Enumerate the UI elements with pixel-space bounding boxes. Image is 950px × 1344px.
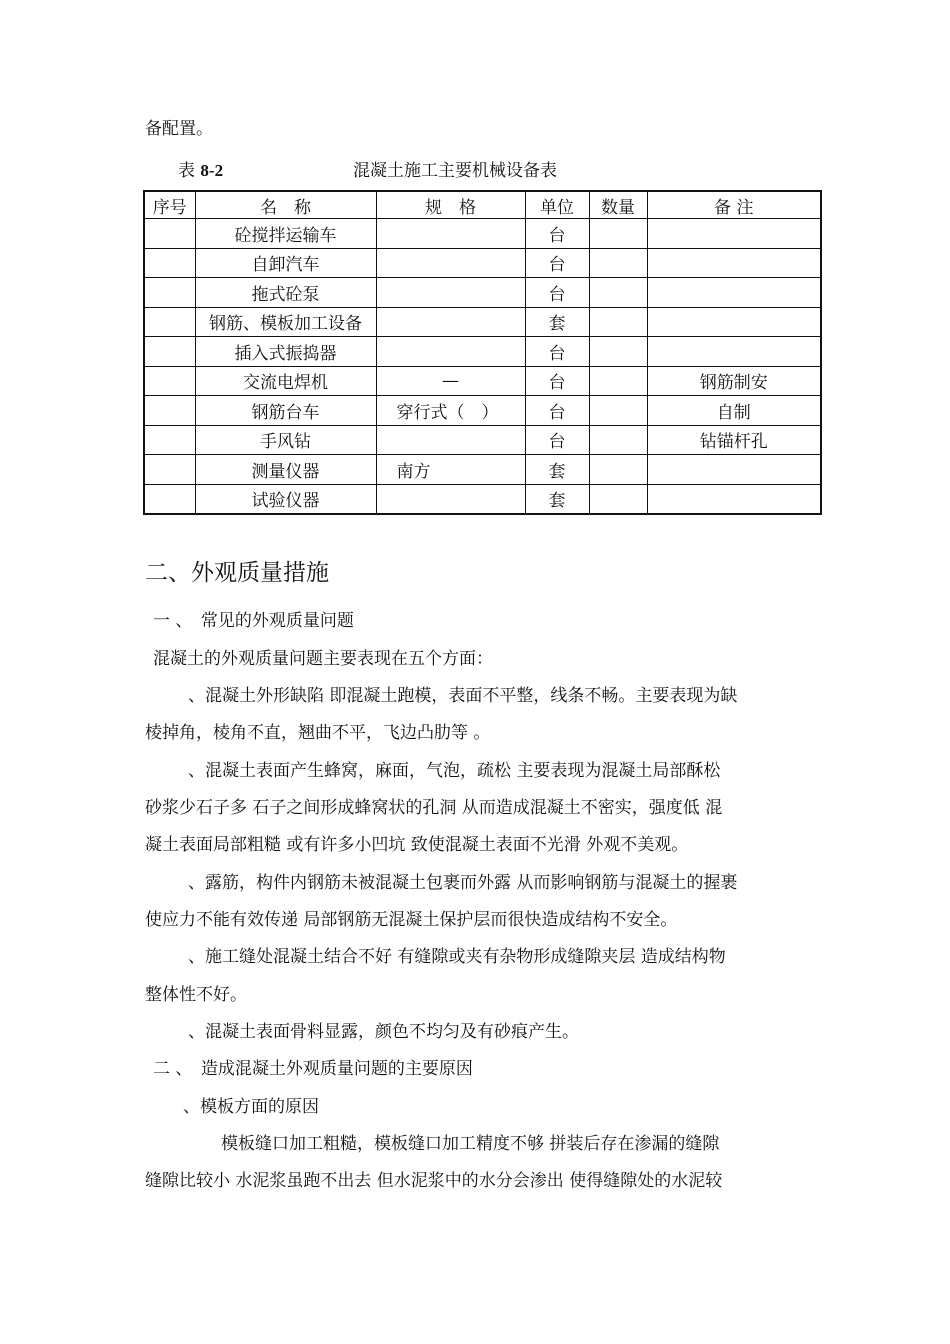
cell-spec: 穿行式（ ） [376,396,525,426]
cell-index [144,484,195,514]
table-row [144,278,821,308]
paragraph-line: 混凝土的外观质量问题主要表现在五个方面： [153,649,493,669]
table-row [144,366,821,396]
cell-spec [376,278,525,308]
top-fragment-text: 备配置。 [145,119,213,139]
paragraph-line: 、混凝土外形缺陷 即混凝土跑模，表面不平整，线条不畅。主要表现为缺 [188,686,738,706]
cell-remarks: 钻锚杆孔 [647,425,821,455]
header-index: 序号 [144,191,195,219]
cell-remarks [647,455,821,485]
cell-quantity [589,396,647,426]
paragraph-line: 、混凝土表面产生蜂窝，麻面，气泡，疏松 主要表现为混凝土局部酥松 [188,761,721,781]
table-caption-label [178,160,223,182]
paragraph-line: 棱掉角，棱角不直，翘曲不平，飞边凸肋等 。 [145,723,491,743]
cell-spec [376,248,525,278]
cell-name: 测量仪器 [195,455,376,485]
paragraph-line: 、混凝土表面骨料显露，颜色不均匀及有砂痕产生。 [188,1022,579,1042]
cell-index [144,278,195,308]
cell-remarks [647,278,821,308]
table-caption-title: 混凝土施工主要机械设备表 [353,161,557,181]
cell-spec [376,307,525,337]
cell-index [144,307,195,337]
paragraph-line: 、露筋，构件内钢筋未被混凝土包裹而外露 从而影响钢筋与混凝土的握裹 [188,873,738,893]
paragraph-line: 模板缝口加工粗糙，模板缝口加工精度不够 拼装后存在渗漏的缝隙 [221,1134,720,1154]
cell-name: 砼搅拌运输车 [195,219,376,249]
table-row [144,219,821,249]
cell-name: 钢筋、模板加工设备 [195,307,376,337]
cell-quantity [589,219,647,249]
cell-name: 钢筋台车 [195,396,376,426]
cell-unit: 台 [525,337,589,367]
section-heading: 二、外观质量措施 [145,560,329,586]
cell-unit: 台 [525,425,589,455]
cell-unit: 套 [525,307,589,337]
paragraph-line: 凝土表面局部粗糙 或有许多小凹坑 致使混凝土表面不光滑 外观不美观。 [145,835,689,855]
paragraph-line: 、模板方面的原因 [183,1097,319,1117]
cell-name: 试验仪器 [195,484,376,514]
cell-spec [376,425,525,455]
paragraph-line: 砂浆少石子多 石子之间形成蜂窝状的孔洞 从而造成混凝土不密实，强度低 混 [145,798,723,818]
cell-quantity [589,366,647,396]
table-row [144,396,821,426]
paragraph-line: 缝隙比较小 水泥浆虽跑不出去 但水泥浆中的水分会渗出 使得缝隙处的水泥较 [145,1171,723,1191]
table-row [144,248,821,278]
cell-index [144,248,195,278]
paragraph-line: 使应力不能有效传递 局部钢筋无混凝土保护层而很快造成结构不安全。 [145,910,678,930]
cell-name: 自卸汽车 [195,248,376,278]
cell-index [144,455,195,485]
cell-quantity [589,455,647,485]
cell-unit: 台 [525,396,589,426]
table-caption-number: 8-2 [200,161,224,180]
cell-remarks [647,219,821,249]
paragraph-line: 、施工缝处混凝土结合不好 有缝隙或夹有杂物形成缝隙夹层 造成结构物 [188,947,726,967]
cell-unit: 台 [525,219,589,249]
cell-remarks [647,248,821,278]
header-remarks: 备 注 [647,191,821,219]
cell-unit: 台 [525,248,589,278]
header-spec: 规 格 [376,191,525,219]
cell-quantity [589,425,647,455]
cell-remarks [647,337,821,367]
cell-index [144,337,195,367]
paragraph-line: 整体性不好。 [145,985,247,1005]
cell-name: 交流电焊机 [195,366,376,396]
table-caption-prefix: 表 [178,161,195,181]
cell-unit: 套 [525,484,589,514]
cell-quantity [589,248,647,278]
cell-name: 插入式振捣器 [195,337,376,367]
cell-remarks [647,307,821,337]
cell-unit: 台 [525,366,589,396]
header-name: 名 称 [195,191,376,219]
cell-index [144,366,195,396]
table-row [144,484,821,514]
table-header-row [144,191,821,219]
cell-spec [376,219,525,249]
subsection-title-1: 一 、 常见的外观质量问题 [153,611,354,631]
subsection-title-2: 二 、 造成混凝土外观质量问题的主要原因 [153,1059,473,1079]
header-unit: 单位 [525,191,589,219]
cell-unit: 套 [525,455,589,485]
cell-spec: — [376,366,525,396]
cell-spec [376,484,525,514]
cell-remarks [647,484,821,514]
cell-index [144,425,195,455]
cell-quantity [589,337,647,367]
cell-quantity [589,278,647,308]
equipment-table [143,190,822,515]
table-row [144,337,821,367]
cell-quantity [589,307,647,337]
cell-spec [376,337,525,367]
table-row [144,455,821,485]
cell-remarks: 钢筋制安 [647,366,821,396]
cell-index [144,396,195,426]
cell-quantity [589,484,647,514]
cell-name: 拖式砼泵 [195,278,376,308]
cell-spec: 南方 [376,455,525,485]
table-row [144,425,821,455]
header-quantity: 数量 [589,191,647,219]
cell-name: 手风钻 [195,425,376,455]
cell-index [144,219,195,249]
table-row [144,307,821,337]
cell-remarks: 自制 [647,396,821,426]
cell-unit: 台 [525,278,589,308]
